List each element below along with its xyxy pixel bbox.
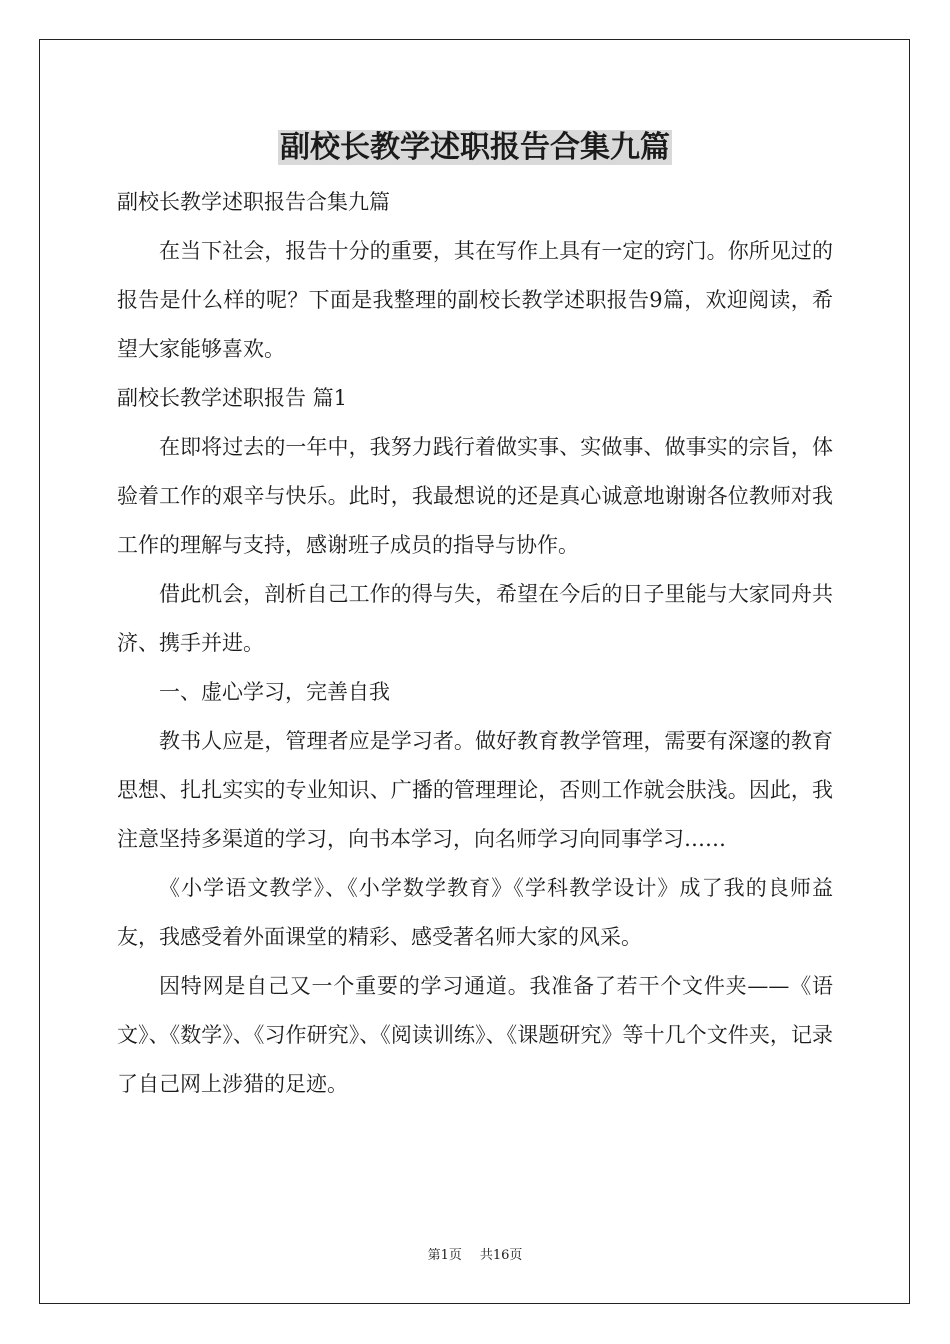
paragraph: 副校长教学述职报告合集九篇 xyxy=(117,190,390,214)
paragraph: 借此机会，剖析自己工作的得与失，希望在今后的日子里能与大家同舟共济、携手并进。 xyxy=(117,582,833,655)
section-heading: 副校长教学述职报告 篇1 xyxy=(117,386,348,410)
page-number: 第1页 xyxy=(427,1248,462,1263)
paragraph: 《小学语文教学》、《小学数学教育》《学科教学设计》成了我的良师益友，我感受着外面课堂的精彩、感受著名师大家的风采。 xyxy=(117,876,833,949)
subsection-heading: 一、虚心学习，完善自我 xyxy=(159,680,390,704)
paragraph: 教书人应是，管理者应是学习者。做好教育教学管理，需要有深邃的教育思想、扎扎实实的专业知识、广播的管理理论，否则工作就会肤浅。因此，我注意坚持多渠道的学习，向书本学习，向名师学习向同事学习…… xyxy=(117,729,833,851)
document-body xyxy=(117,178,833,1109)
page-footer xyxy=(0,1246,950,1266)
paragraph: 在即将过去的一年中，我努力践行着做实事、实做事、做事实的宗旨，体验着工作的艰辛与快乐。此时，我最想说的还是真心诚意地谢谢各位教师对我工作的理解与支持，感谢班子成员的指导与协作。 xyxy=(117,435,833,557)
document-title xyxy=(0,128,950,168)
document-title-text: 副校长教学述职报告合集九篇 xyxy=(280,130,670,165)
paragraph: 在当下社会，报告十分的重要，其在写作上具有一定的窍门。你所见过的报告是什么样的呢？下面是我整理的副校长教学述职报告9篇，欢迎阅读，希望大家能够喜欢。 xyxy=(117,239,833,361)
paragraph: 因特网是自己又一个重要的学习通道。我准备了若干个文件夹——《语文》、《数学》、《习作研究》、《阅读训练》、《课题研究》等十几个文件夹，记录了自己网上涉猎的足迹。 xyxy=(117,974,833,1096)
page-total: 共16页 xyxy=(479,1248,523,1263)
